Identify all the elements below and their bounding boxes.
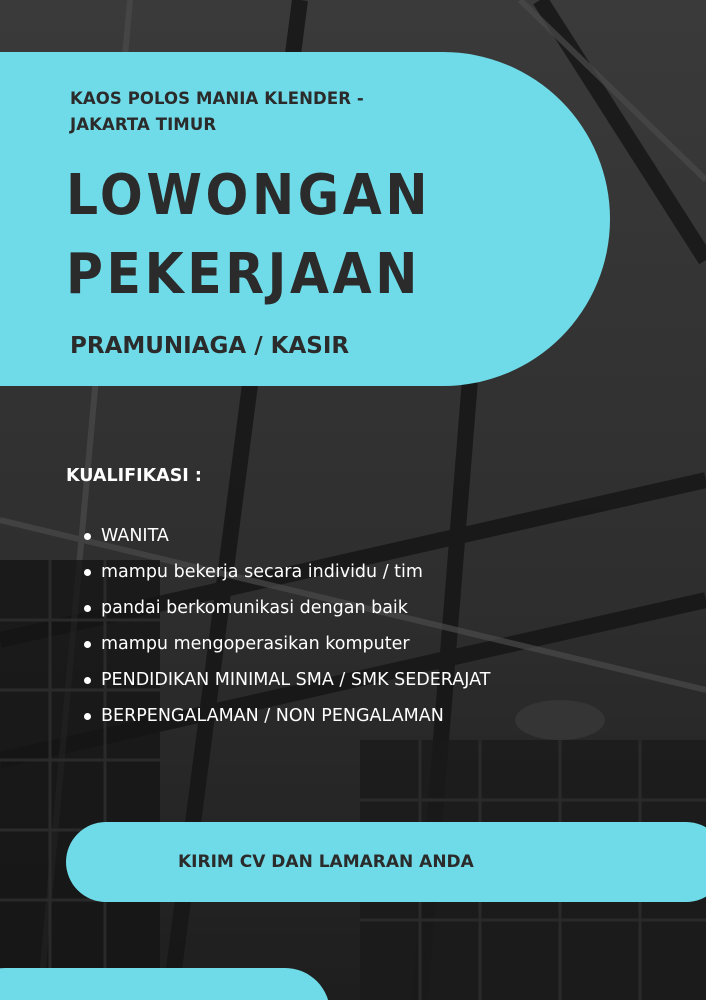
company-name	[70, 86, 430, 138]
cta-label: KIRIM CV DAN LAMARAN ANDA	[178, 852, 474, 872]
qualifications-heading: KUALIFIKASI :	[66, 466, 202, 486]
qualification-item: pandai berkomunikasi dengan baik	[82, 590, 642, 626]
job-position: PRAMUNIAGA / KASIR	[70, 333, 350, 359]
qualification-item: PENDIDIKAN MINIMAL SMA / SMK SEDERAJAT	[82, 662, 642, 698]
qualification-item: mampu mengoperasikan komputer	[82, 626, 642, 662]
qualification-item: BERPENGALAMAN / NON PENGALAMAN	[82, 698, 642, 734]
qualification-item: WANITA	[82, 518, 642, 554]
company-line-2: JAKARTA TIMUR	[70, 115, 217, 134]
page-title	[66, 156, 516, 314]
title-line-2: PEKERJAAN	[66, 242, 422, 307]
title-line-1: LOWONGAN	[66, 163, 432, 228]
company-line-1: KAOS POLOS MANIA KLENDER -	[70, 89, 364, 108]
qualification-item: mampu bekerja secara individu / tim	[82, 554, 642, 590]
qualifications-list	[82, 518, 642, 734]
bottom-decor-shape	[0, 968, 330, 1000]
